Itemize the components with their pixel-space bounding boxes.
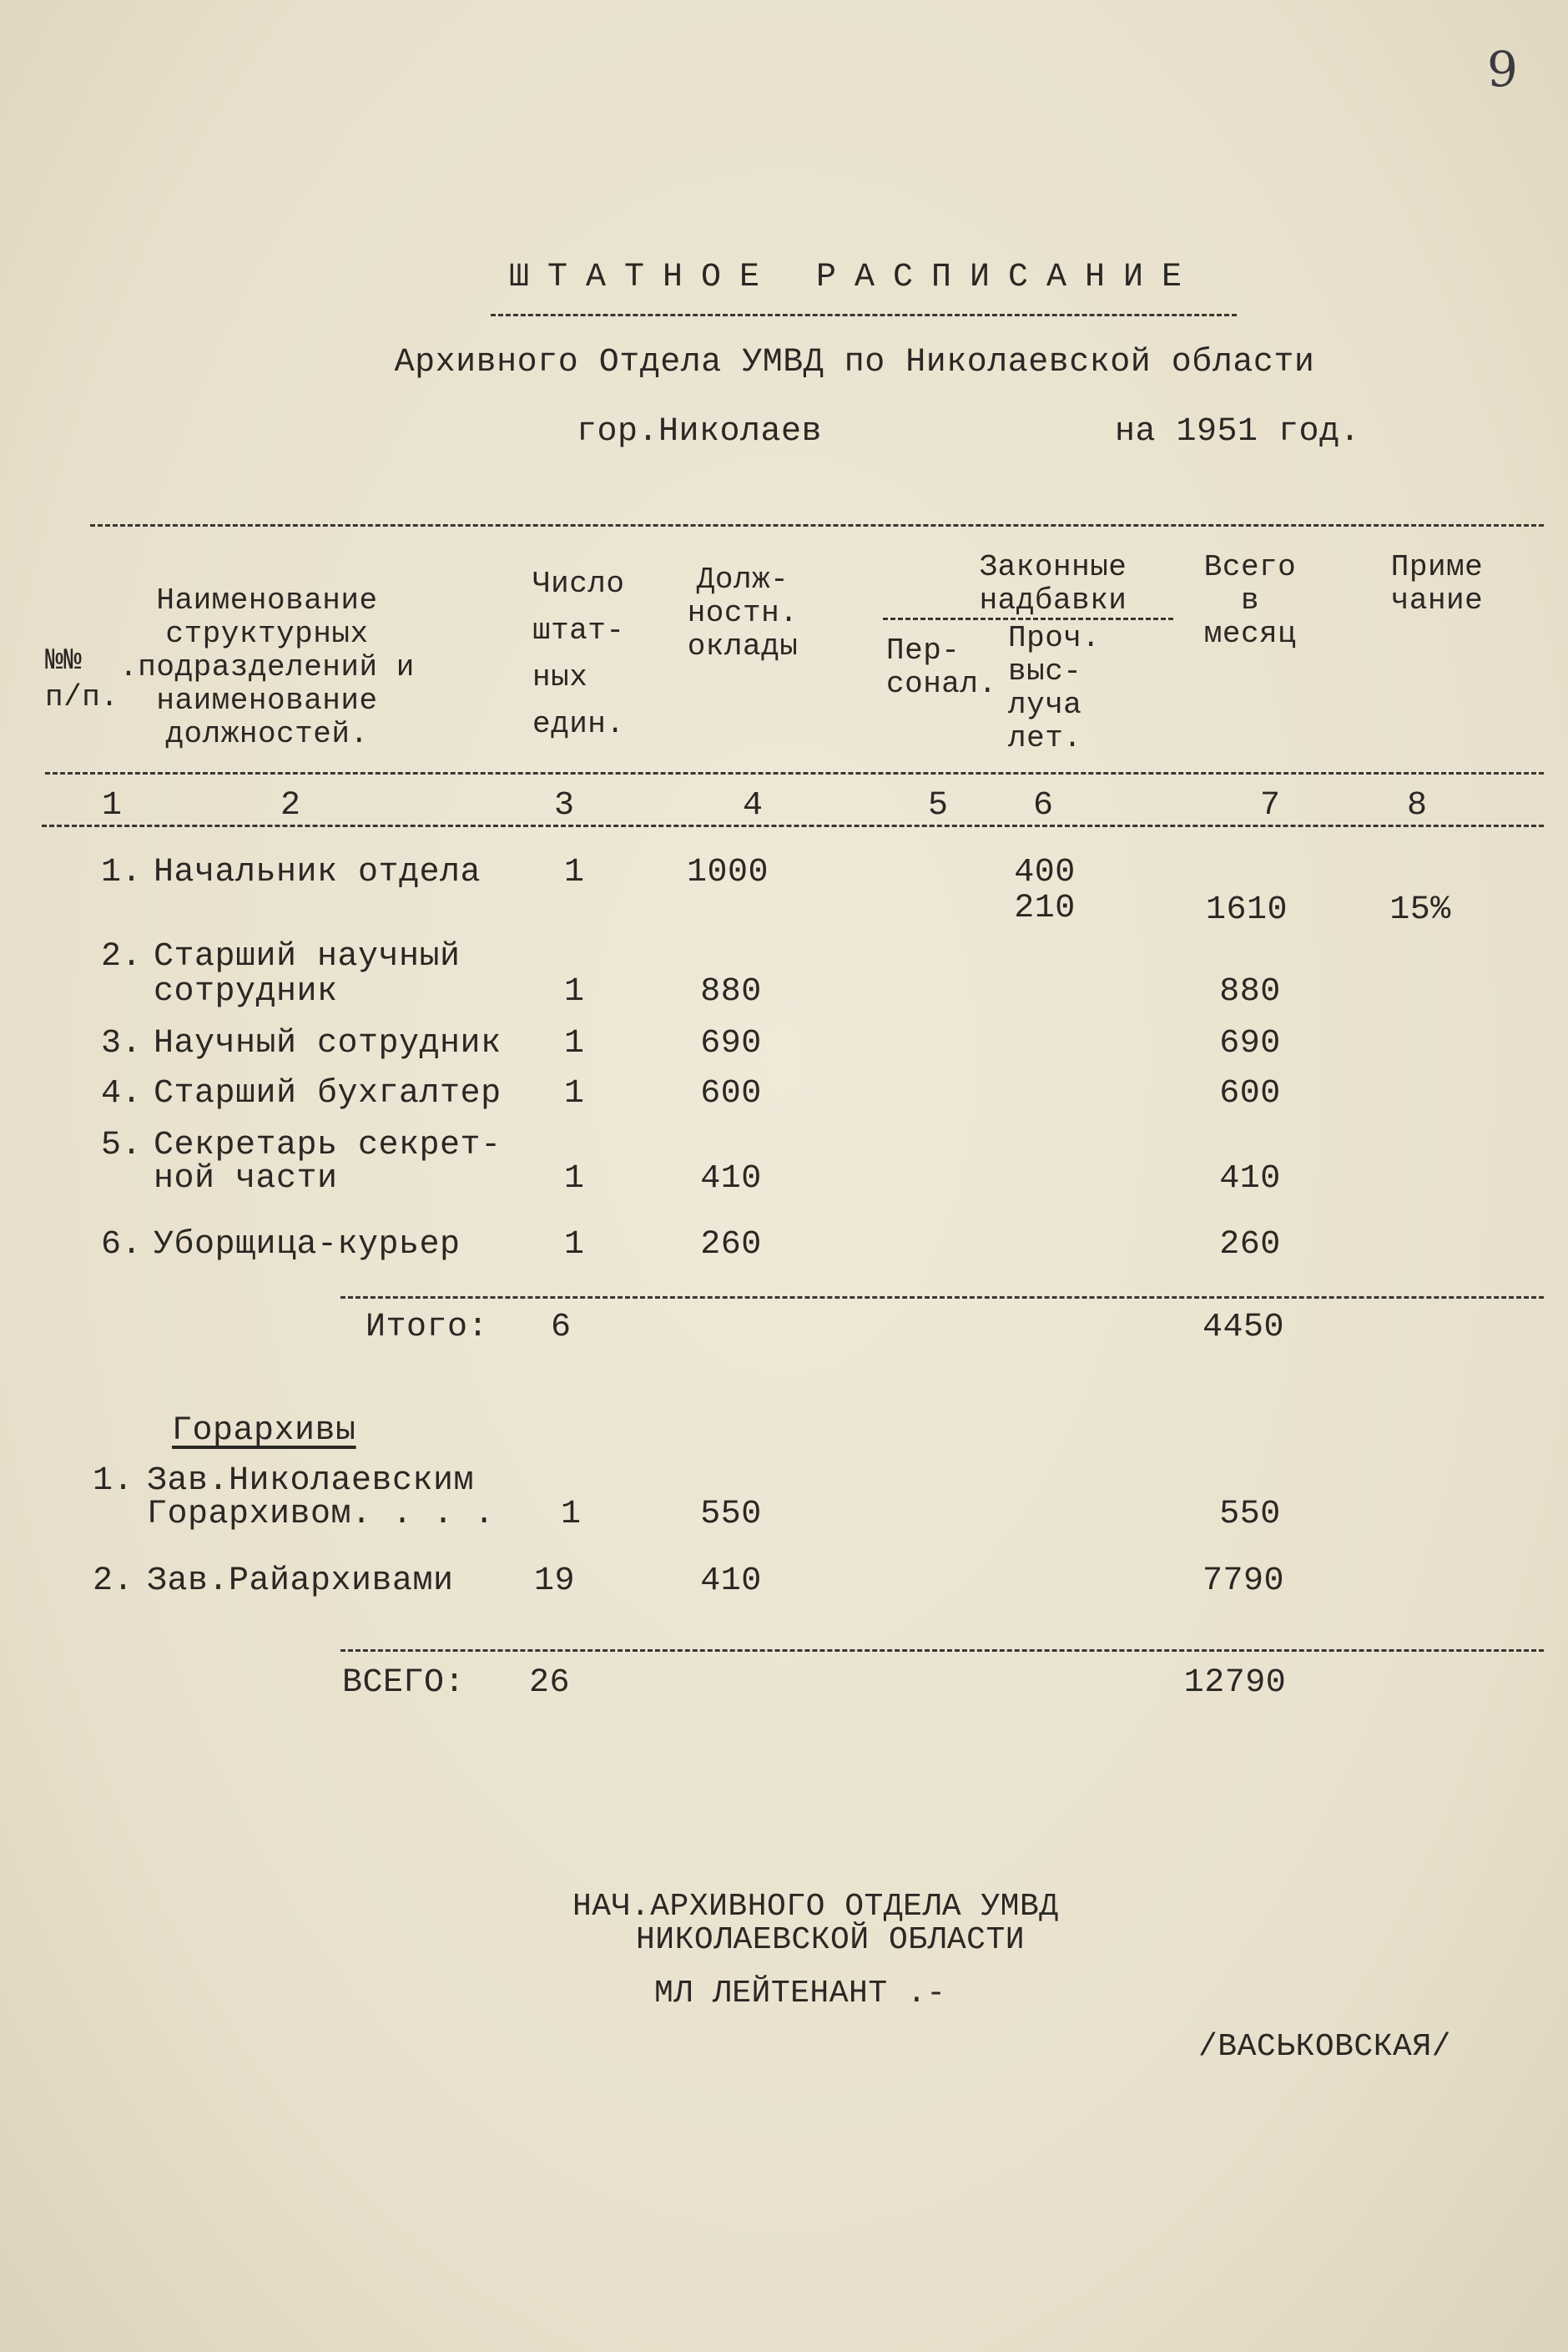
row-salary: 600 [700, 1075, 762, 1113]
header-line: Приме [1390, 550, 1484, 584]
row-name: ной части [154, 1160, 338, 1198]
row-total: 690 [1219, 1025, 1281, 1062]
row-salary: 690 [700, 1025, 762, 1062]
row-salary: 410 [700, 1160, 762, 1198]
header-line: Долж- [696, 563, 789, 597]
header-line: сонал. [886, 667, 997, 701]
allowances-underline [883, 618, 1173, 620]
row-salary: 410 [700, 1562, 762, 1600]
grand-total-total: 12790 [1183, 1664, 1287, 1702]
header-line: месяц [1203, 617, 1297, 651]
row-salary: 550 [700, 1496, 762, 1533]
header-personal [886, 634, 997, 701]
signature-name: /ВАСЬКОВСКАЯ/ [1198, 2029, 1451, 2065]
row-total: 260 [1219, 1226, 1281, 1264]
column-number-rule [42, 825, 1544, 827]
header-line: штат- [532, 613, 625, 648]
row-num: 1. [100, 854, 142, 891]
header-bottom-rule [45, 772, 1544, 775]
grand-total-count: 26 [529, 1664, 571, 1702]
row-count: 1 [561, 1496, 582, 1533]
row-total: 600 [1219, 1075, 1281, 1113]
header-num-line: №№ [45, 644, 83, 678]
header-count [532, 561, 625, 748]
header-line: должностей. [165, 717, 369, 751]
row-total: 1610 [1205, 891, 1288, 929]
row-name: Зав.Райархивами [147, 1562, 454, 1600]
row-name: Секретарь секрет- [154, 1127, 502, 1164]
header-line: чание [1390, 583, 1484, 618]
header-line: выс- [1008, 654, 1082, 689]
row-count: 1 [564, 973, 585, 1011]
signature-rank: МЛ ЛЕЙТЕНАНТ .- [654, 1976, 946, 2011]
header-num-line: п/п. [45, 680, 119, 714]
header-allowances: Законные надбавки [979, 550, 1127, 618]
row-total: 550 [1219, 1496, 1281, 1533]
header-line: Наименование [156, 583, 378, 618]
row-total: 880 [1219, 973, 1281, 1011]
header-line: лет. [1008, 721, 1082, 755]
row-count: 1 [564, 1160, 585, 1198]
row-note: 15% [1389, 891, 1451, 929]
row-salary: 260 [700, 1226, 762, 1264]
table-top-rule [90, 524, 1544, 527]
row-total: 7790 [1202, 1562, 1285, 1600]
subtotal-total: 4450 [1202, 1309, 1285, 1346]
row-name: сотрудник [154, 973, 338, 1011]
row-num: 1. [92, 1462, 134, 1500]
header-salary [688, 563, 799, 664]
subtotal-count: 6 [551, 1309, 572, 1346]
title-underline [491, 314, 1237, 316]
row-salary: 880 [700, 973, 762, 1011]
header-line: оклады [687, 629, 799, 664]
header-line: Число [532, 567, 625, 601]
column-number: 6 [1033, 787, 1054, 825]
header-name [119, 584, 415, 751]
row-name: Зав.Николаевским [147, 1462, 475, 1500]
header-line: един. [532, 707, 625, 741]
row-count: 19 [534, 1562, 576, 1600]
row-extra: 210 [1014, 890, 1076, 927]
row-name: Старший бухгалтер [154, 1075, 502, 1113]
header-line: структурных [165, 617, 369, 651]
column-number: 4 [743, 787, 764, 825]
signature-title-1: НАЧ.АРХИВНОГО ОТДЕЛА УМВД [572, 1889, 1059, 1925]
header-note [1391, 551, 1484, 618]
row-num: 6. [100, 1226, 142, 1264]
row-extra: 400 [1014, 854, 1076, 891]
header-line: Проч. [1008, 621, 1101, 655]
row-num: 2. [100, 938, 142, 976]
row-count: 1 [564, 1025, 585, 1062]
header-line: .подразделений и [119, 650, 415, 684]
grand-total-rule [340, 1649, 1544, 1652]
row-num: 4. [100, 1075, 142, 1113]
header-line: наименование [156, 684, 378, 718]
header-seniority [1008, 622, 1101, 755]
signature-title-2: НИКОЛАЕВСКОЙ ОБЛАСТИ [636, 1922, 1026, 1958]
header-line: луча [1008, 688, 1082, 722]
document-subtitle: Архивного Отдела УМВД по Николаевской области [394, 344, 1315, 381]
column-number: 2 [280, 787, 301, 825]
header-line: ностн. [687, 596, 799, 630]
column-number: 1 [102, 787, 123, 825]
row-salary: 1000 [686, 854, 769, 891]
row-count: 1 [564, 1075, 585, 1113]
header-line: Всего [1203, 550, 1297, 584]
header-line: в [1240, 583, 1260, 618]
row-num: 3. [100, 1025, 142, 1062]
row-count: 1 [564, 1226, 585, 1264]
section-title: Горархивы [172, 1412, 356, 1450]
row-name: Уборщица-курьер [154, 1226, 461, 1264]
row-total: 410 [1219, 1160, 1281, 1198]
row-num: 5. [100, 1127, 142, 1164]
header-total [1204, 551, 1297, 651]
document-title: ШТАТНОЕ РАСПИСАНИЕ [508, 259, 1201, 296]
row-name: Научный сотрудник [154, 1025, 502, 1062]
subtotal-rule [340, 1296, 1544, 1299]
column-number: 5 [928, 787, 949, 825]
column-number: 7 [1260, 787, 1281, 825]
grand-total-label: ВСЕГО: [342, 1664, 466, 1702]
row-name: Горархивом. . . . [147, 1496, 495, 1533]
header-line: Пер- [886, 633, 960, 668]
row-count: 1 [564, 854, 585, 891]
page-number: 9 [1487, 41, 1519, 98]
subtotal-label: Итого: [366, 1309, 489, 1346]
column-number: 3 [554, 787, 575, 825]
column-number: 8 [1407, 787, 1428, 825]
year-line: на 1951 год. [1115, 413, 1361, 451]
row-name: Начальник отдела [154, 854, 481, 891]
header-line: ных [532, 660, 588, 694]
row-num: 2. [92, 1562, 134, 1600]
header-num [45, 643, 118, 716]
city: гор.Николаев [577, 413, 823, 451]
row-name: Старший научный [154, 938, 461, 976]
